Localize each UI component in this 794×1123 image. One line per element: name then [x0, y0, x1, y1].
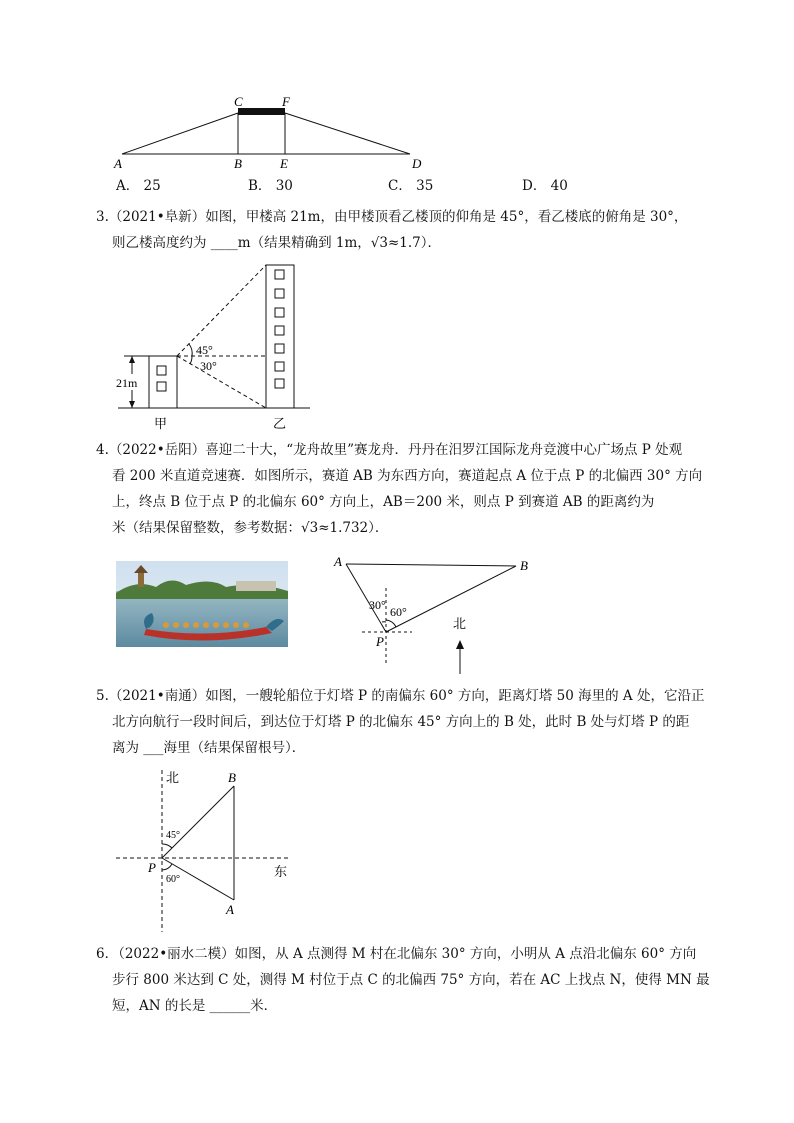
label-A: A — [226, 902, 234, 917]
building-jia-label: 甲 — [154, 416, 168, 431]
choice-a: A． 25 — [116, 178, 161, 194]
label-B: B — [234, 156, 242, 171]
label-C: C — [234, 94, 243, 109]
q6-line1: 6．（2022•丽水二模）如图，从 A 点测得 M 村在北偏东 30° 方向，小明从 A 点沿北偏东 60° 方向 — [96, 946, 697, 962]
north-label: 北 — [453, 616, 467, 631]
north-label: 北 — [166, 770, 180, 785]
building-yi-label: 乙 — [273, 416, 287, 431]
angle-60-label: 60° — [166, 874, 180, 885]
q4-line3: 上，终点 B 位于点 P 的北偏东 60° 方向上，AB＝200 米，则点 P 到赛道 AB 的距离约为 — [112, 494, 655, 510]
q4-line2: 看 200 米直道竞速赛．如图所示，赛道 AB 为东西方向，赛道起点 A 位于点 P 的北偏西 30° 方向 — [112, 468, 703, 484]
q6-line3: 短，AN 的长是 ______米． — [112, 998, 278, 1014]
choice-b: B． 30 — [248, 178, 293, 194]
figure-dam — [110, 92, 430, 172]
label-A: A — [334, 554, 342, 569]
q5-line3: 离为 ___海里（结果保留根号）． — [112, 740, 306, 756]
q5-line1: 5.（2021•南通）如图，一艘轮船位于灯塔 P 的南偏东 60° 方向，距离灯塔 50 海里的 A 处，它沿正 — [96, 688, 705, 704]
figure-lighthouse — [110, 764, 310, 936]
q3-line1: 3.（2021•阜新）如图，甲楼高 21m，由甲楼顶看乙楼顶的仰角是 45°，看乙楼底的俯角是 30°， — [96, 209, 688, 225]
label-B: B — [520, 558, 528, 573]
q6-line2: 步行 800 米达到 C 处，测得 M 村位于点 C 的北偏西 75° 方向，若在 AC 上找点 N，使得 MN 最 — [112, 972, 710, 988]
angle-30-label: 30° — [200, 359, 217, 373]
figure-bearing-ab — [326, 552, 546, 680]
angle-45-label: 45° — [166, 830, 180, 841]
angle-60-label: 60° — [390, 605, 407, 619]
dragon-boat-photo — [116, 561, 288, 647]
label-P: P — [148, 860, 156, 875]
label-E: E — [280, 156, 288, 171]
label-B: B — [228, 770, 236, 785]
angle-45-label: 45° — [196, 343, 213, 357]
choice-c: C． 35 — [388, 178, 434, 194]
figure-buildings — [110, 262, 330, 434]
height-label: 21m — [116, 376, 138, 390]
q4-line1: 4.（2022•岳阳）喜迎二十大，“龙舟故里”赛龙舟．丹丹在汨罗江国际龙舟竞渡中心广场点 P 处观 — [96, 442, 683, 458]
choice-d: D． 40 — [522, 178, 568, 194]
east-label: 东 — [274, 864, 288, 879]
q3-line2: 则乙楼高度约为 ____m（结果精确到 1m，√3≈1.7）． — [112, 235, 441, 251]
angle-30-label: 30° — [369, 598, 386, 612]
q4-line4: 米（结果保留整数，参考数据：√3≈1.732）． — [112, 520, 389, 536]
label-F: F — [282, 94, 290, 109]
label-A: A — [114, 156, 122, 171]
label-D: D — [412, 156, 422, 171]
label-P: P — [376, 634, 384, 649]
q5-line2: 北方向航行一段时间后，到达位于灯塔 P 的北偏东 45° 方向上的 B 处，此时 B 处与灯塔 P 的距 — [112, 714, 690, 730]
